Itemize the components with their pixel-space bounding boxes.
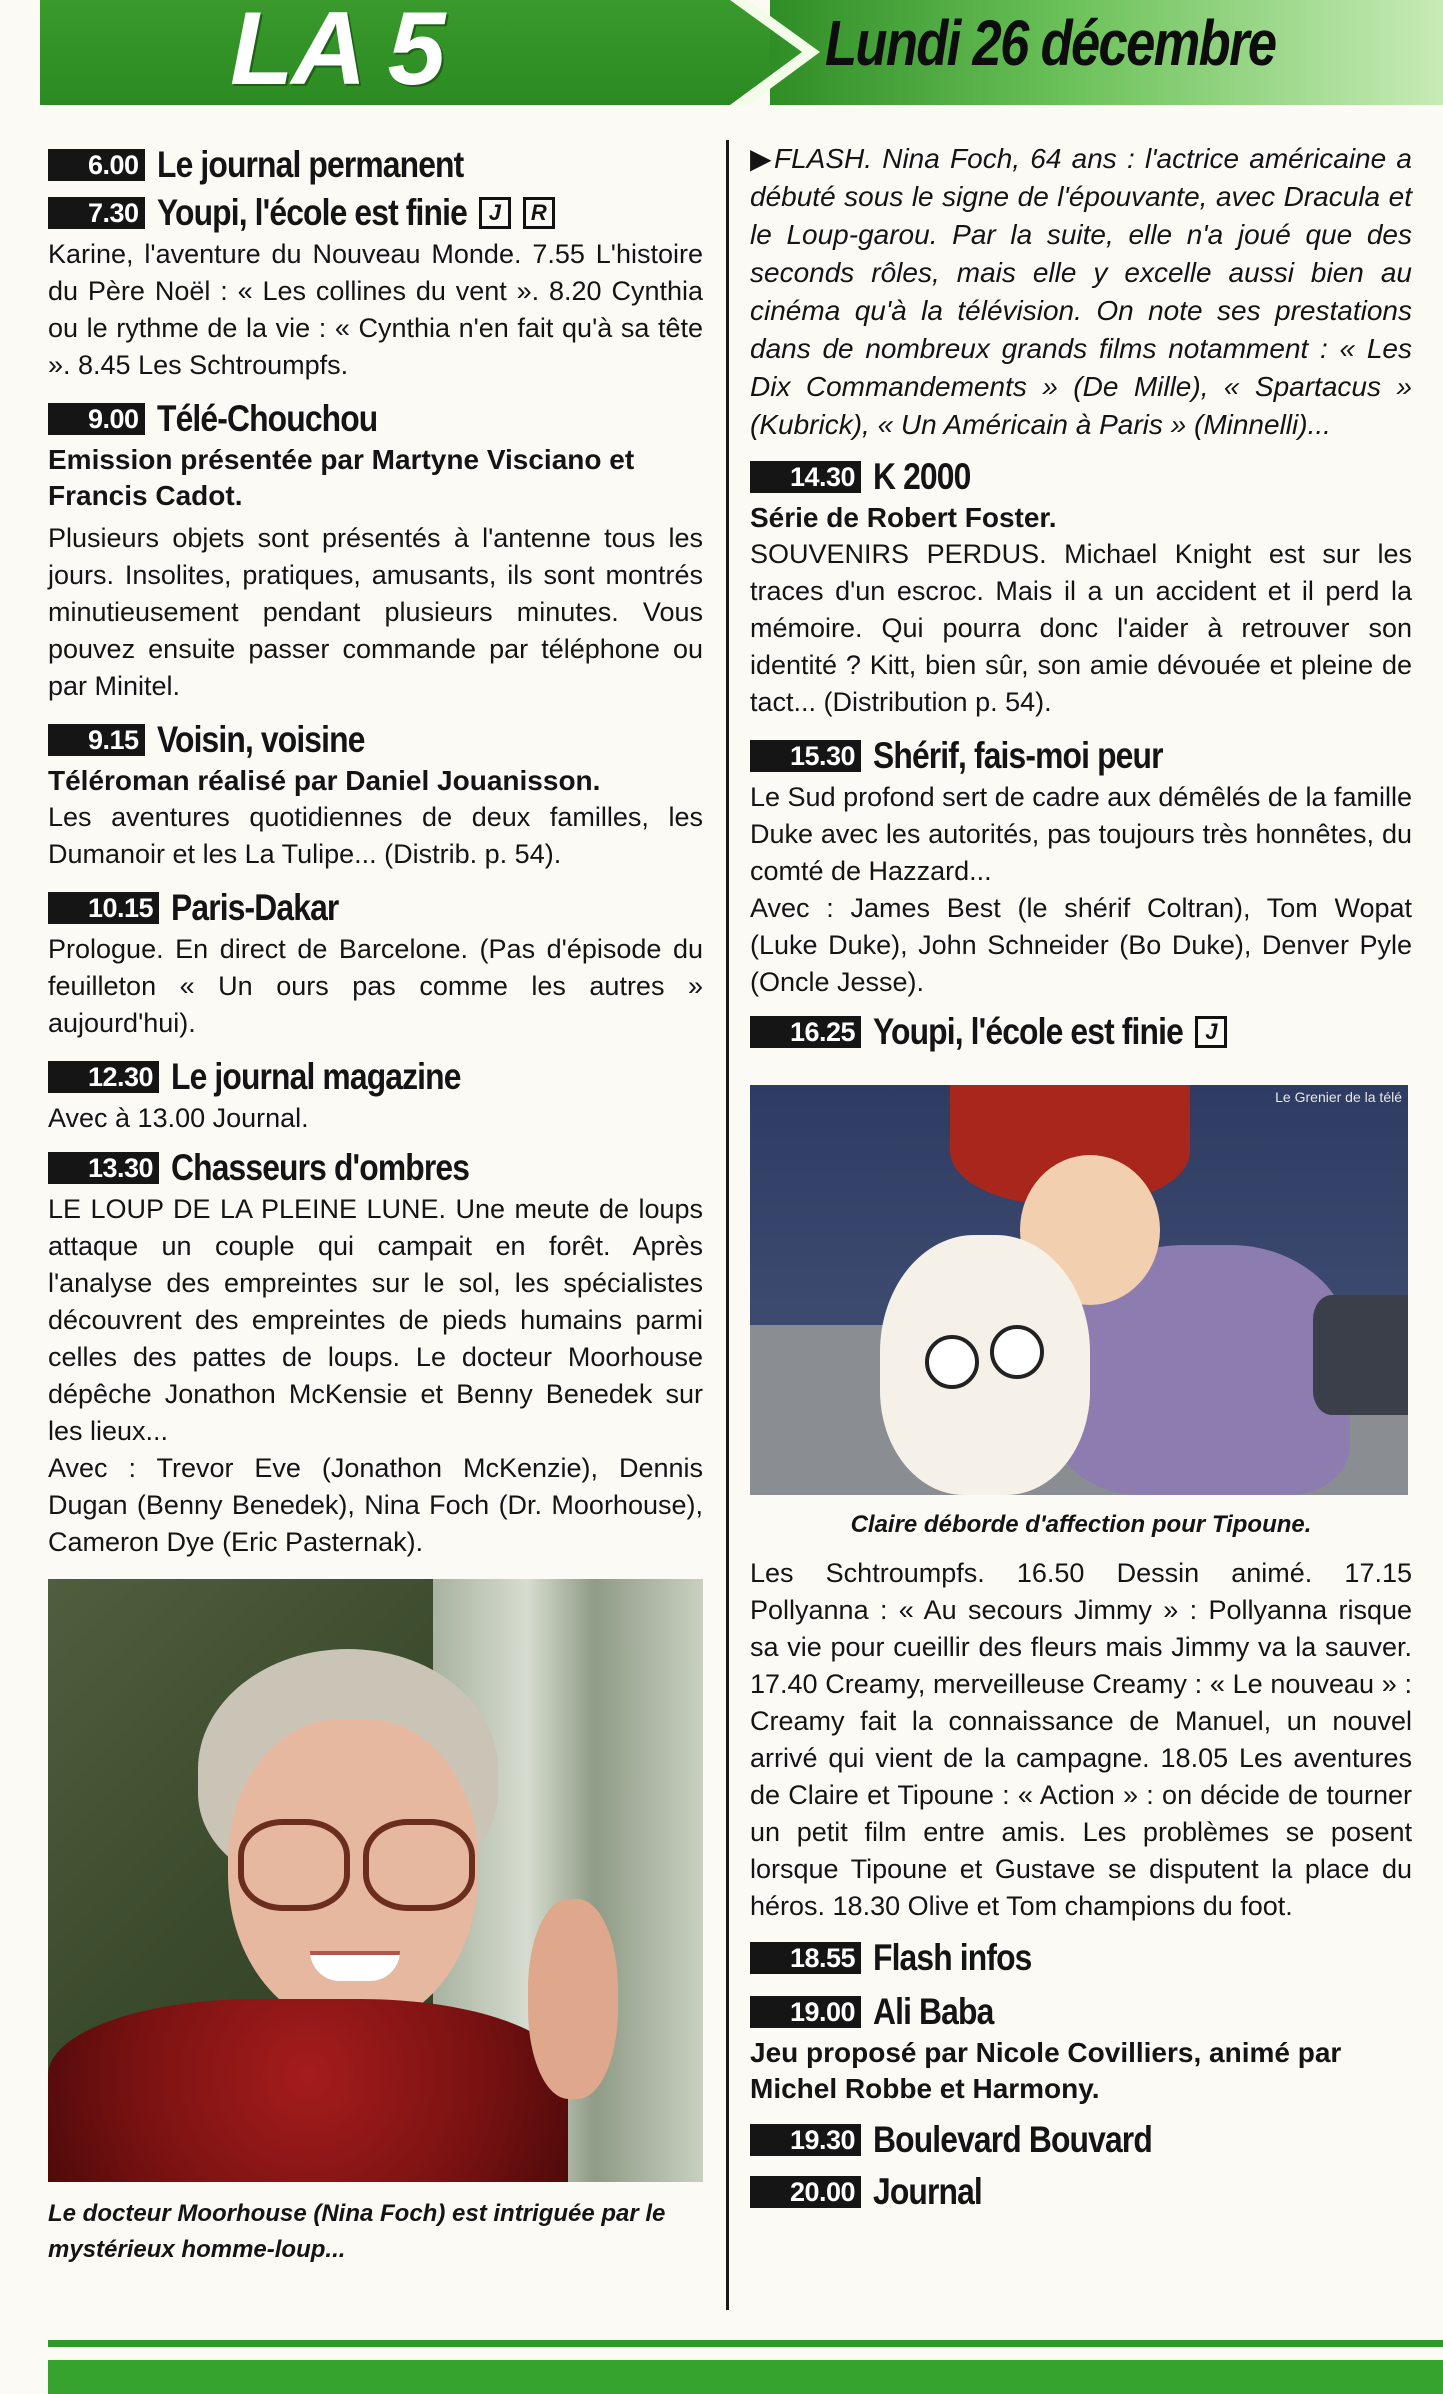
program-description: Les Schtroumpfs. 16.50 Dessin animé. 17.15 Pollyanna : « Au secours Jimmy » : Pollyanna risque sa vie pour cueillir des fleurs mais Jimmy va la sauver. 17.40 Creamy, merveilleuse Creamy : « Le nouveau » : Creamy fait la connaissance de Manuel, un nouvel arrivé qui vient de la campagne. 18.05 Les aventures de Claire et Tipoune : « Action » : on décide de tourner un petit film entre amis. Les problèmes se posent lorsque Tipoune et Gustave se disputent la place du héros. 18.30 Olive et Tom champions du foot. <box>750 1558 1412 1921</box>
time-badge: 9.15 <box>48 724 145 756</box>
photo-caption: Claire déborde d'affection pour Tipoune. <box>850 1511 1312 1538</box>
program-entry <box>750 1989 1412 2107</box>
program-title: Journal <box>873 2171 982 2212</box>
program-entry <box>48 396 703 705</box>
program-entry <box>750 1935 1412 1981</box>
time-badge: 9.00 <box>48 403 145 435</box>
watermark: Le Grenier de la télé <box>1275 1089 1402 1105</box>
claire-tipoune-photo <box>750 1085 1408 1495</box>
program-entry <box>750 1009 1412 1055</box>
program-entry <box>48 190 703 384</box>
photo-caption: Le docteur Moorhouse (Nina Foch) est intriguée par le mystérieux homme-loup... <box>48 2200 666 2263</box>
program-title: Le journal magazine <box>171 1056 461 1097</box>
program-entry <box>48 1054 703 1137</box>
time-badge: 19.30 <box>750 2124 861 2156</box>
program-entry <box>750 2117 1412 2163</box>
program-description: Les aventures quotidiennes de deux familles, les Dumanoir et les La Tulipe... (Distrib. p. 54). <box>48 802 703 869</box>
time-badge: 19.00 <box>750 1996 861 2028</box>
right-column <box>750 140 1412 2215</box>
flash-note: ▶FLASH. Nina Foch, 64 ans : l'actrice américaine a débuté sous le signe de l'épouvante, avec Dracula et le Loup-garou. Par la suite, elle n'a joué que des seconds rôles, mais elle y excelle aussi bien au cinéma qu'à la télévision. On note ses prestations dans de nombreux grands films notamment : « Les Dix Commandements » (De Mille), « Spartacus » (Kubrick), « Un Américain à Paris » (Minnelli)... <box>750 143 1412 440</box>
program-entry <box>750 2169 1412 2215</box>
time-badge: 13.30 <box>48 1152 159 1184</box>
program-title: Shérif, fais-moi peur <box>873 735 1163 776</box>
program-description: Le Sud profond sert de cadre aux démêlés de la famille Duke avec les autorités, pas toujours très honnêtes, du comté de Hazzard... <box>750 782 1412 886</box>
page-date: Lundi 26 décembre <box>825 7 1276 79</box>
program-title: Le journal permanent <box>156 144 463 185</box>
program-subtitle: Jeu proposé par Nicole Covilliers, animé par Michel Robbe et Harmony. <box>750 2037 1342 2104</box>
time-badge: 10.15 <box>48 892 159 924</box>
program-description: Prologue. En direct de Barcelone. (Pas d'épisode du feuilleton « Un ours pas comme les autres » aujourd'hui). <box>48 934 703 1038</box>
program-entry <box>750 454 1412 721</box>
time-badge: 7.30 <box>48 197 145 229</box>
program-subtitle: Emission présentée par Martyne Visciano et Francis Cadot. <box>48 444 635 511</box>
column-divider <box>726 140 729 2310</box>
program-entry <box>48 885 703 1042</box>
program-title: Paris-Dakar <box>171 887 339 928</box>
program-description: Karine, l'aventure du Nouveau Monde. 7.55 L'histoire du Père Noël : « Les collines du vent ». 8.20 Cynthia ou le rythme de la vie : « Cynthia n'en fait qu'à sa tête ». 8.45 Les Schtroumpfs. <box>48 239 703 380</box>
program-title: Flash infos <box>873 1937 1032 1978</box>
program-title: Télé-Chouchou <box>156 398 377 439</box>
program-cast: Avec : James Best (le shérif Coltran), Tom Wopat (Luke Duke), John Schneider (Bo Duke), Denver Pyle (Oncle Jesse). <box>750 893 1412 997</box>
program-description: Plusieurs objets sont présentés à l'antenne tous les jours. Insolites, pratiques, amusants, ils sont montrés minutieusement pendant plusieurs minutes. Vous pouvez ensuite passer commande par téléphone ou par Minitel. <box>48 523 703 701</box>
program-title: K 2000 <box>873 456 971 497</box>
time-badge: 20.00 <box>750 2176 861 2208</box>
left-column <box>48 140 703 2268</box>
program-title: Boulevard Bouvard <box>873 2119 1152 2160</box>
channel-name: LA 5 <box>230 0 444 107</box>
page-header <box>40 0 1443 105</box>
program-entry <box>48 1145 703 1561</box>
time-badge: 18.55 <box>750 1942 861 1974</box>
program-title: Youpi, l'école est finie <box>156 192 467 233</box>
program-description: SOUVENIRS PERDUS. Michael Knight est sur les traces d'un escroc. Mais il a un accident et il perd la mémoire. Qui pourra donc l'aider à retrouver son identité ? Kitt, bien sûr, son amie dévouée et pleine de tact... (Distribution p. 54). <box>750 539 1412 717</box>
program-cast: Avec : Trevor Eve (Jonathon McKenzie), Dennis Dugan (Benny Benedek), Nina Foch (Dr. Moorhouse), Cameron Dye (Eric Pasternak). <box>48 1453 703 1557</box>
time-badge: 12.30 <box>48 1061 159 1093</box>
program-description: LE LOUP DE LA PLEINE LUNE. Une meute de loups attaque un couple qui campait en forêt. Après l'analyse des empreintes sur le sol, les spécialistes découvrent des empreintes de pieds humains parmi celles des pattes de loups. Le docteur Moorhouse dépêche Jonathon McKensie et Benny Benedek sur les lieux... <box>48 1194 703 1446</box>
footer-stripes <box>48 2340 1443 2394</box>
jeunesse-badge-icon: J <box>1195 1016 1227 1048</box>
program-title: Voisin, voisine <box>156 719 365 760</box>
program-title: Chasseurs d'ombres <box>171 1147 470 1188</box>
program-entry <box>750 733 1412 1001</box>
nina-foch-photo <box>48 1579 703 2182</box>
program-subtitle: Série de Robert Foster. <box>750 502 1057 533</box>
rediffusion-badge-icon: R <box>523 197 555 229</box>
program-title: Ali Baba <box>873 1991 994 2032</box>
program-subtitle: Téléroman réalisé par Daniel Jouanisson. <box>48 765 601 796</box>
time-badge: 15.30 <box>750 740 861 772</box>
jeunesse-badge-icon: J <box>479 197 511 229</box>
time-badge: 16.25 <box>750 1016 861 1048</box>
program-title: Youpi, l'école est finie <box>873 1011 1184 1052</box>
program-entry <box>48 717 703 873</box>
time-badge: 6.00 <box>48 149 145 181</box>
program-entry <box>48 142 703 188</box>
program-description: Avec à 13.00 Journal. <box>48 1103 309 1133</box>
time-badge: 14.30 <box>750 461 861 493</box>
